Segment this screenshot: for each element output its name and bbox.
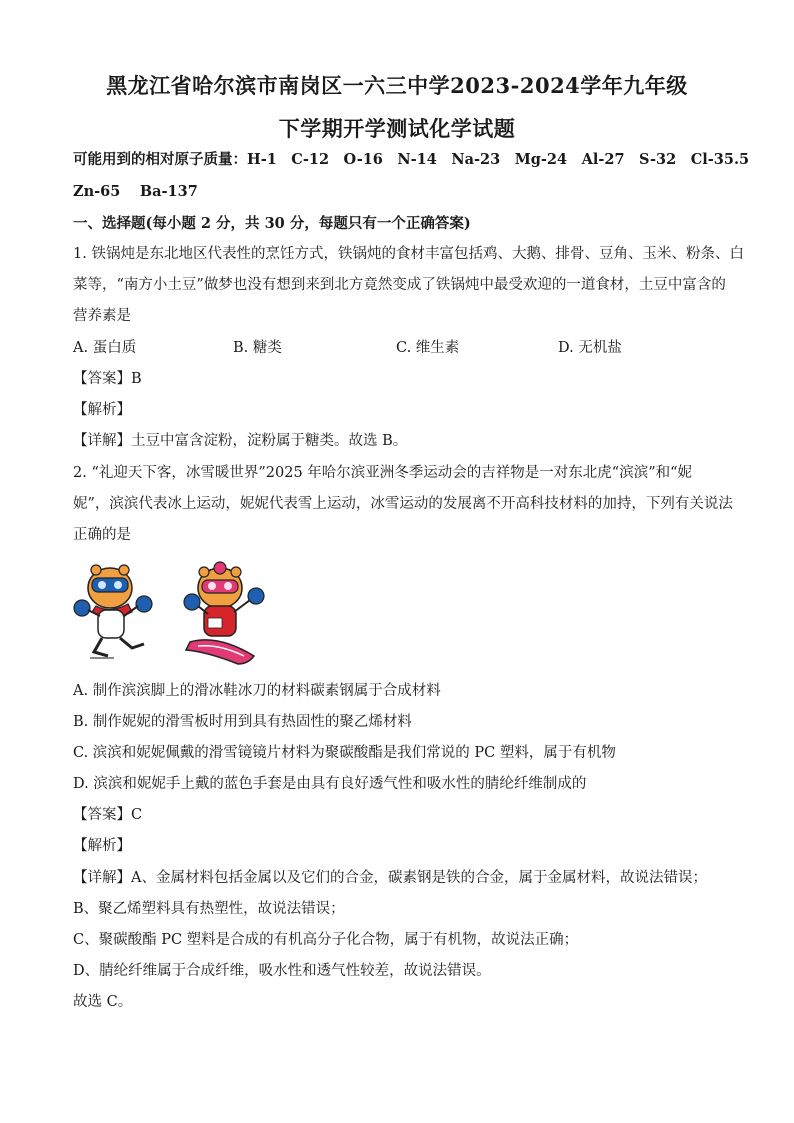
- q1-stem-line2: 菜等，“南方小土豆”做梦也没有想到来到北方竟然变成了铁锅炖中最受欢迎的一道食材，土豆中富含的: [73, 277, 726, 293]
- q2-detail-line: D、腈纶纤维属于合成纤维，吸水性和透气性较差，故说法错误。: [73, 963, 491, 979]
- nini-mascot: [184, 562, 264, 664]
- atomic-mass-line1: 可能用到的相对原子质量：H-1 C-12 O-16 N-14 Na-23 Mg-24 Al-27 S-32 Cl-35.5: [73, 151, 750, 168]
- q2-conclusion: 故选 C。: [73, 994, 133, 1010]
- q1-analysis-label: 【解析】: [73, 402, 131, 418]
- q1-stem-line3: 营养素是: [73, 308, 131, 324]
- q2-option-b: B. 制作妮妮的滑雪板时用到具有热固性的聚乙烯材料: [73, 714, 412, 730]
- q2-detail-line: 【详解】A、金属材料包括金属以及它们的合金，碳素钢是铁的合金，属于金属材料，故说法错误；: [73, 870, 707, 886]
- q2-option-c: C. 滨滨和妮妮佩戴的滑雪镜镜片材料为聚碳酸酯是我们常说的 PC 塑料，属于有机物: [73, 745, 616, 761]
- section-heading: 一、选择题(每小题 2 分，共 30 分，每题只有一个正确答案): [73, 215, 471, 232]
- q2-detail-line: B、聚乙烯塑料具有热塑性，故说法错误；: [73, 901, 345, 917]
- q1-option-c: C. 维生素: [396, 340, 460, 356]
- q1-answer: 【答案】B: [73, 371, 142, 387]
- q2-analysis-label: 【解析】: [73, 838, 131, 854]
- binbin-mascot: [74, 565, 152, 658]
- q2-answer: 【答案】C: [73, 807, 143, 823]
- q1-detail: 【详解】土豆中富含淀粉，淀粉属于糖类。故选 B。: [73, 433, 408, 449]
- q1-option-d: D. 无机盐: [558, 340, 622, 356]
- q2-option-a: A. 制作滨滨脚上的滑冰鞋冰刀的材料碳素钢属于合成材料: [73, 683, 441, 699]
- q2-stem-line1: 2. “礼迎天下客，冰雪暖世界”2025 年哈尔滨亚洲冬季运动会的吉祥物是一对东北虎“滨滨”和“妮: [73, 465, 693, 481]
- q1-stem-line1: 1. 铁锅炖是东北地区代表性的烹饪方式，铁锅炖的食材丰富包括鸡、大鹅、排骨、豆角、玉米、粉条、白: [73, 246, 744, 262]
- q2-stem-line2: 妮”，滨滨代表冰上运动，妮妮代表雪上运动，冰雪运动的发展离不开高科技材料的加持，下列有关说法: [73, 496, 733, 512]
- q1-option-b: B. 糖类: [233, 340, 282, 356]
- q2-stem-line3: 正确的是: [73, 527, 131, 543]
- winter-games-mascots-image: [68, 560, 268, 670]
- page-title-line1: 黑龙江省哈尔滨市南岗区一六三中学2023-2024学年九年级: [106, 73, 688, 98]
- q2-option-d: D. 滨滨和妮妮手上戴的蓝色手套是由具有良好透气性和吸水性的腈纶纤维制成的: [73, 776, 587, 792]
- atomic-mass-line2: Zn-65 Ba-137: [73, 183, 198, 200]
- page-title-line2: 下学期开学测试化学试题: [278, 116, 516, 141]
- q2-detail-line: C、聚碳酸酯 PC 塑料是合成的有机高分子化合物，属于有机物，故说法正确；: [73, 932, 579, 948]
- q1-option-a: A. 蛋白质: [73, 340, 137, 356]
